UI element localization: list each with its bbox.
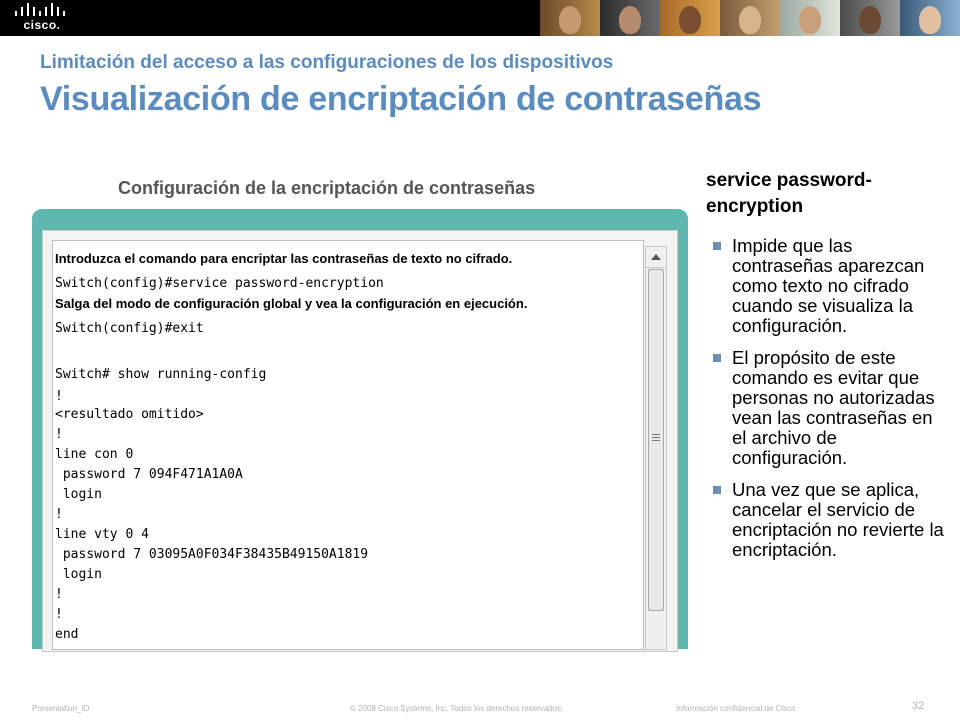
- terminal-line: !: [55, 389, 63, 404]
- cisco-bars-icon: [14, 3, 70, 17]
- banner-photo: [660, 0, 720, 36]
- top-banner: [0, 0, 960, 36]
- terminal-line: login: [55, 567, 102, 582]
- terminal-line: !: [55, 427, 63, 442]
- scroll-thumb[interactable]: [648, 269, 664, 611]
- command-heading: service password-encryption: [706, 170, 872, 217]
- terminal-line: Switch# show running-config: [55, 367, 267, 382]
- terminal-line: !: [55, 607, 63, 622]
- terminal-line: line con 0: [55, 447, 134, 462]
- banner-photo-strip: [540, 0, 960, 36]
- footer-presentation-id: Presentation_ID: [32, 704, 90, 713]
- footer-confidential: Información confidencial de Cisco: [676, 704, 796, 713]
- bullet-item: Una vez que se aplica, cancelar el servicio de encriptación no revierte la encriptación.: [710, 480, 950, 560]
- slide-subtitle: Limitación del acceso a las configuraciones de los dispositivos: [40, 52, 614, 73]
- terminal-line: line vty 0 4: [55, 527, 149, 542]
- terminal-instruction: Salga del modo de configuración global y vea la configuración en ejecución.: [55, 296, 528, 311]
- terminal-line: login: [55, 487, 102, 502]
- scroll-up-arrow-icon[interactable]: [646, 247, 666, 268]
- terminal-line: password 7 094F471A1A0A: [55, 467, 243, 482]
- banner-photo: [720, 0, 780, 36]
- banner-photo: [540, 0, 600, 36]
- banner-photo: [900, 0, 960, 36]
- cisco-logo: [12, 3, 72, 33]
- bullet-item: El propósito de este comando es evitar que personas no autorizadas vean las contraseñas en el archivo de configuración.: [710, 348, 950, 468]
- terminal-line: Switch(config)#exit: [55, 321, 204, 336]
- page-number: 32: [912, 700, 925, 712]
- banner-photo: [840, 0, 900, 36]
- terminal-scrollbar[interactable]: [645, 246, 667, 650]
- bullet-item: Impide que las contraseñas aparezcan como texto no cifrado cuando se visualiza la configuración.: [710, 236, 950, 336]
- terminal-output: [52, 240, 644, 650]
- slide-title: Visualización de encriptación de contraseñas: [40, 80, 762, 118]
- banner-photo: [780, 0, 840, 36]
- terminal-line: password 7 03095A0F034F38435B49150A1819: [55, 547, 369, 562]
- terminal-line: end: [55, 627, 79, 642]
- figure-caption: Configuración de la encriptación de contraseñas: [118, 178, 536, 198]
- terminal-line: <resultado omitido>: [55, 407, 204, 422]
- terminal-line: !: [55, 587, 63, 602]
- bullet-list: [710, 236, 950, 572]
- cisco-logo-text: cisco.: [23, 18, 61, 32]
- terminal-line: Switch(config)#service password-encryption: [55, 276, 384, 291]
- terminal-line: !: [55, 507, 63, 522]
- grip-icon: [652, 434, 660, 435]
- footer-copyright: © 2008 Cisco Systems, Inc. Todos los derechos reservados.: [350, 704, 564, 713]
- banner-photo: [600, 0, 660, 36]
- terminal-instruction: Introduzca el comando para encriptar las contraseñas de texto no cifrado.: [55, 251, 513, 266]
